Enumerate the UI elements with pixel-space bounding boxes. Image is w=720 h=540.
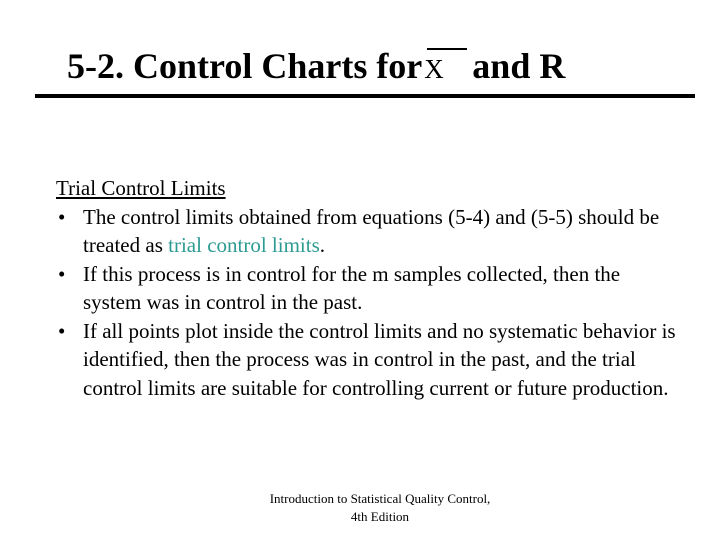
bullet-marker: • xyxy=(58,261,66,286)
footer-line-2: 4th Edition xyxy=(350,509,410,524)
section-heading: Trial Control Limits xyxy=(56,176,226,200)
slide-footer xyxy=(230,490,530,526)
slide-title xyxy=(67,40,565,95)
bullet-item xyxy=(56,317,676,403)
footer-line-1: Introduction to Statistical Quality Control, xyxy=(269,491,491,506)
highlight-text: trial control limits xyxy=(168,233,320,257)
bullet-item xyxy=(56,203,676,260)
bullet-text: If this process is in control for the m samples collected, then the system was in control in the past. xyxy=(83,261,621,314)
bullet-marker: • xyxy=(58,318,66,343)
bullet-text: If all points plot inside the control limits and no systematic behavior is identified, then the process was in control in the past, and the trial control limits are suitable for controlling current or future production. xyxy=(83,318,676,400)
bullet-text: The control limits obtained from equations (5-4) and (5-5) should be treated as xyxy=(83,204,660,257)
bullet-item xyxy=(56,260,676,317)
title-prefix: 5-2. Control Charts for xyxy=(67,46,423,86)
bullet-text-end: . xyxy=(319,233,326,257)
bullet-marker: • xyxy=(58,204,66,229)
title-suffix: and R xyxy=(472,46,566,86)
bullet-list xyxy=(56,203,676,403)
x-bar-symbol: X xyxy=(422,43,472,95)
title-divider xyxy=(35,94,695,98)
slide-body xyxy=(56,174,676,402)
